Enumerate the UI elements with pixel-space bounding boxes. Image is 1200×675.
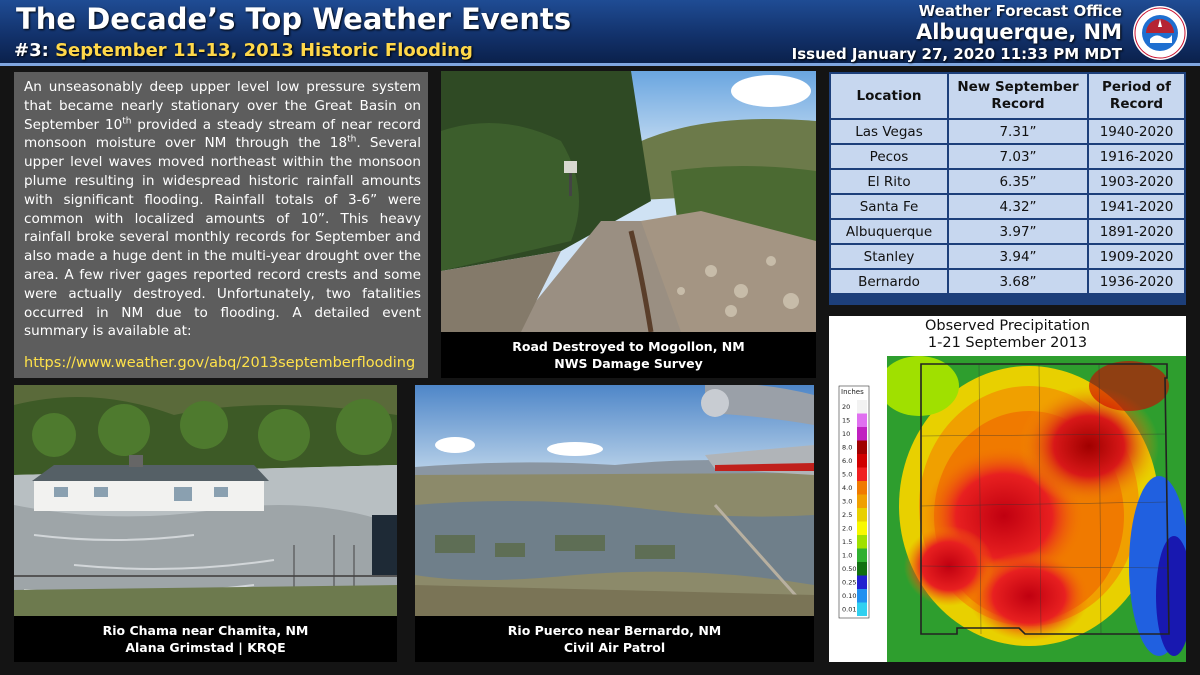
legend-swatch <box>857 481 867 495</box>
legend-swatch <box>857 589 867 603</box>
chama-caption <box>14 616 397 662</box>
cell-location: Albuquerque <box>830 219 948 244</box>
cell-location: Santa Fe <box>830 194 948 219</box>
legend-label: 0.10 <box>842 592 857 600</box>
cell-period: 1891-2020 <box>1088 219 1185 244</box>
legend-label: 5.0 <box>842 470 853 479</box>
office-line1: Weather Forecast Office <box>918 2 1122 20</box>
legend-swatch <box>857 454 867 468</box>
cell-record: 4.32” <box>948 194 1088 219</box>
table-row <box>830 119 1185 144</box>
description-panel <box>14 72 428 378</box>
road-photo <box>441 71 816 332</box>
map-title-line1: Observed Precipitation <box>924 318 1090 334</box>
table-row <box>830 244 1185 269</box>
event-rank: #3: <box>14 40 49 61</box>
puerco-photo <box>415 385 814 616</box>
cell-record: 3.68” <box>948 269 1088 294</box>
event-summary-link[interactable]: https://www.weather.gov/abq/2013septemberflooding <box>24 355 416 371</box>
cell-period: 1940-2020 <box>1088 119 1185 144</box>
road-caption-credit: NWS Damage Survey <box>554 356 703 371</box>
legend-label: 15 <box>842 416 851 425</box>
cell-record: 3.94” <box>948 244 1088 269</box>
road-caption <box>441 332 816 378</box>
table-row <box>830 219 1185 244</box>
legend-label: 2.5 <box>842 511 853 519</box>
legend-label: 6.0 <box>842 457 853 465</box>
legend-swatch <box>857 576 867 590</box>
header-period: Period of Record <box>1088 73 1185 119</box>
puerco-caption <box>415 616 814 662</box>
precip-map <box>829 316 1186 662</box>
cell-record: 7.31” <box>948 119 1088 144</box>
cell-record: 6.35” <box>948 169 1088 194</box>
road-caption-title: Road Destroyed to Mogollon, NM <box>512 339 745 354</box>
issued-time: Issued January 27, 2020 11:33 PM MDT <box>791 45 1122 63</box>
cell-location: El Rito <box>830 169 948 194</box>
legend-label: 2.0 <box>842 524 853 533</box>
legend-swatch <box>857 562 867 576</box>
legend-swatch <box>857 414 867 428</box>
legend-swatch <box>857 535 867 549</box>
chama-photo <box>14 385 397 616</box>
legend-label: 8.0 <box>842 443 853 452</box>
legend-label: 4.0 <box>842 484 853 492</box>
legend-title: Inches <box>841 388 864 396</box>
puerco-caption-title: Rio Puerco near Bernardo, NM <box>507 623 722 638</box>
event-description: An unseasonably deep upper level low pressure system that became nearly stationary over the Great Basin on September 10th provided a steady stream of near record monsoon moisture over NM through the 18th. Several upper level waves moved northeast within the monsoon plume resulting in widespread historic rainfall amounts with significant flooding. Rainfall totals of 3-6” were common with localized amounts of 10”. This heavy rainfall broke several monthly records for September and also made a huge dent in the multi-year drought over the area. A few river gages reported record crests and some were actually destroyed. Unfortunately, two fatalities occurred in NM due to flooding. A detailed event summary is available at: <box>24 79 421 340</box>
map-title-line2: 1-21 September 2013 <box>927 335 1088 351</box>
cell-period: 1916-2020 <box>1088 144 1185 169</box>
office-line2: Albuquerque, NM <box>915 20 1122 44</box>
table-row <box>830 269 1185 294</box>
cell-location: Pecos <box>830 144 948 169</box>
legend-label: 0.01 <box>842 605 857 614</box>
legend-swatch <box>857 603 867 617</box>
cell-period: 1941-2020 <box>1088 194 1185 219</box>
link-bar <box>14 350 428 378</box>
cell-period: 1936-2020 <box>1088 269 1185 294</box>
header-new-record: New September Record <box>948 73 1088 119</box>
page-title: The Decade’s Top Weather Events <box>16 2 572 36</box>
table-header-row <box>830 73 1185 119</box>
nws-logo <box>1132 5 1188 61</box>
event-title: September 11-13, 2013 Historic Flooding <box>55 40 473 61</box>
cell-record: 3.97” <box>948 219 1088 244</box>
cell-record: 7.03” <box>948 144 1088 169</box>
map-graphic <box>829 316 1186 662</box>
table-row <box>830 169 1185 194</box>
office-info <box>792 2 1122 64</box>
legend-label: 10 <box>842 430 851 438</box>
cell-period: 1909-2020 <box>1088 244 1185 269</box>
legend-label: 3.0 <box>842 497 853 506</box>
records-table-container <box>829 72 1186 305</box>
cell-period: 1903-2020 <box>1088 169 1185 194</box>
legend-swatch <box>857 522 867 536</box>
table-row <box>830 144 1185 169</box>
legend-swatch <box>857 495 867 509</box>
header-location: Location <box>830 73 948 119</box>
legend-label: 0.25 <box>842 578 857 587</box>
cell-location: Bernardo <box>830 269 948 294</box>
legend-label: 1.0 <box>842 551 853 560</box>
legend-swatch <box>857 441 867 455</box>
legend-label: 1.5 <box>842 538 853 546</box>
legend-swatch <box>857 427 867 441</box>
puerco-caption-credit: Civil Air Patrol <box>563 640 666 655</box>
cell-location: Stanley <box>830 244 948 269</box>
chama-caption-credit: Alana Grimstad | KRQE <box>125 640 286 655</box>
records-table <box>829 72 1186 295</box>
legend-label: 20 <box>842 403 851 411</box>
legend-swatch <box>857 549 867 563</box>
chama-caption-title: Rio Chama near Chamita, NM <box>102 623 309 638</box>
event-subtitle <box>14 40 473 61</box>
cell-location: Las Vegas <box>830 119 948 144</box>
table-row <box>830 194 1185 219</box>
legend-swatch <box>857 400 867 414</box>
legend-swatch <box>857 508 867 522</box>
legend-label: 0.50 <box>842 565 857 573</box>
legend-swatch <box>857 468 867 482</box>
